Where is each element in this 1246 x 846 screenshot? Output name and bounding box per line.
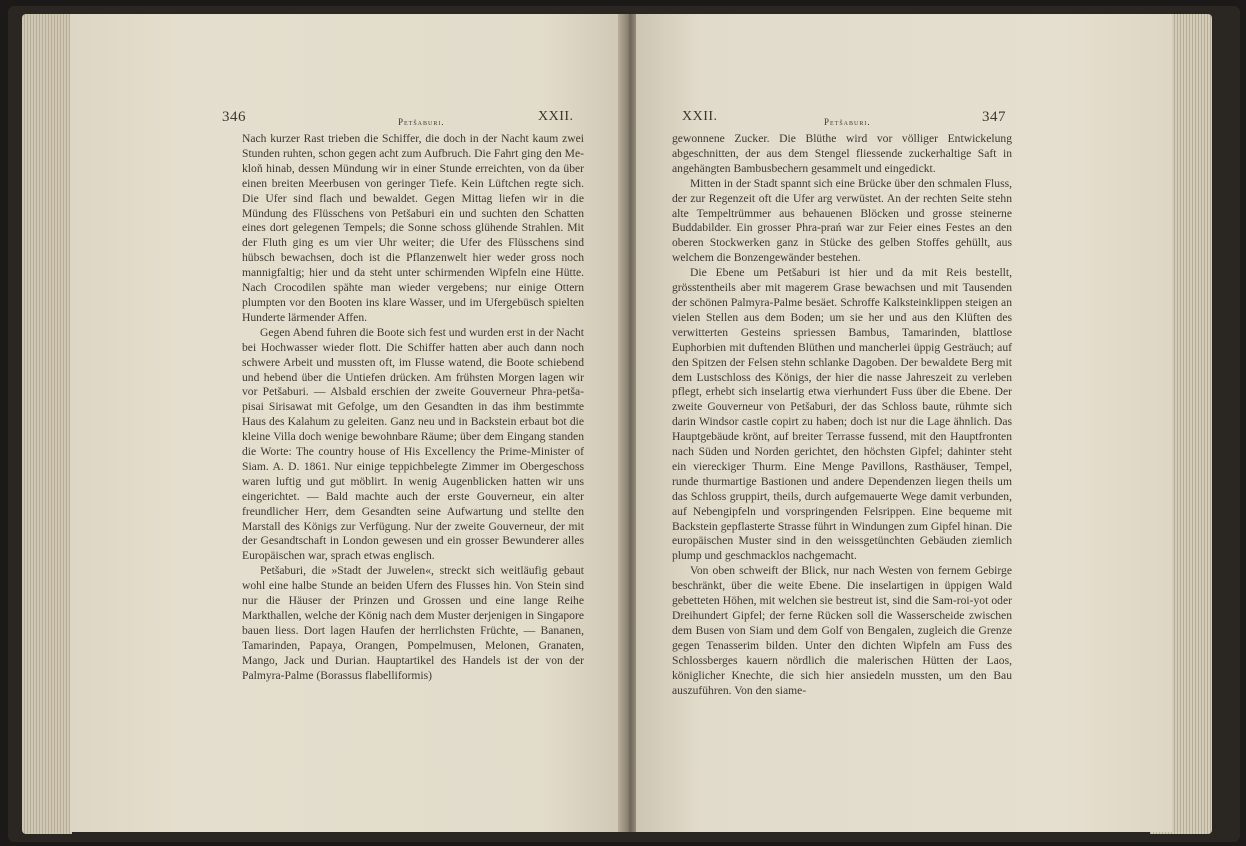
left-paragraph-3: Petšaburi, die »Stadt der Juwelen«, streckt sich weitläufig gebaut wohl eine halbe Stunde an beiden Ufern des Flusses hin. Von Stein sind nur die Häuser der Prinzen und Grossen und eine lange Reihe Markthallen, welche der König nach dem Muster derjenigen in Singapore bauen liess. Dort lagen Haufen der herrlichsten Früchte, — Bananen, Tamarinden, Papaya, Orangen, Pompelmusen, Melonen, Granaten, Mango, Jack und Durian. Hauptartikel des Handels ist der von der Palmyra-Palme (Borassus flabelliformis) [242, 564, 584, 682]
right-page [636, 14, 1172, 832]
right-page-number: 347 [982, 109, 1006, 125]
left-page-edges [22, 14, 72, 834]
left-body [242, 132, 584, 684]
left-paragraph-1: Nach kurzer Rast trieben die Schiffer, die doch in der Nacht kaum zwei Stunden ruhten, schon gegen acht zum Aufbruch. Die Fahrt ging den Me-kloň hinab, dessen Mündung wir in einer Stunde erreichten, von da über einen breiten Meerbusen von geringer Tiefe. Kein Lüftchen regte sich. Die Ufer sind flach und bewaldet. Gegen Mittag liefen wir in die Mündung des Flüsschens von Petšaburi ein und suchten den Schatten eines dort gelegenen Tempels; die Sonne schoss glühende Strahlen. Mit der Fluth ging es um vier Uhr weiter; die Ufer des Flüsschens sind hübsch bewachsen, doch ist die Pflanzenwelt hier weder gross noch mannigfaltig; hier und da steht unter schirmenden Wipfeln eine Hütte. Nach Crocodilen spähte man wieder vergebens; nur einige Ottern plumpten vor den Booten ins klare Wasser, und im Ufergebüsch spielten Hunderte lärmender Affen. [242, 132, 584, 324]
right-running-head: Petšaburi. [824, 117, 871, 127]
right-paragraph-3: Die Ebene um Petšaburi ist hier und da mit Reis bestellt, grösstentheils aber mit magerem Grase bewachsen und mit Tausenden der schönen Palmyra-Palme besäet. Schroffe Kalksteinklippen steigen an vielen Stellen aus dem Boden; um sie her und aus den Klüften des verwitterten Gesteins spriessen Bambus, Tamarinden, blattlose Euphorbien mit duftenden Blüthen und mancherlei üppig Gesträuch; auf den Spitzen der Felsen stehn schlanke Dagoben. Der bewaldete Berg mit dem Lustschloss des Königs, der hier die nasse Jahreszeit zu verleben pflegt, erhebt sich inselartig etwa vierhundert Fuss über die Ebene. Der zweite Gouverneur von Petšaburi, der das Schloss baute, rühmte sich darin Windsor castle copirt zu haben; doch ist nur die Lage ähnlich. Das Hauptgebäude krönt, auf breiter Terrasse fussend, mit den Hauptfronten nach Süden und Norden gerichtet, den höchsten Gipfel; dahinter steht ein viereckiger Thurm. Eine Menge Pavillons, Rasthäuser, Tempel, runde thurmartige Bastionen und andere Dependenzen liegen theils um das Schloss gruppirt, theils, durch aufgemauerte Wege damit verbunden, auf Nebengipfeln und vorspringenden Felsrippen. Eine bequeme mit Backstein gepflasterte Strasse führt in Windungen zum Gipfel hinan. Die europäischen Muster sind in den weissgetünchten Gebäuden ziemlich plump und geschmacklos nachgemacht. [672, 266, 1012, 563]
left-page-number: 346 [222, 109, 246, 125]
right-paragraph-2: Mitten in der Stadt spannt sich eine Brücke über den schmalen Fluss, der zur Regenzeit oft die Ufer arg verwüstet. An der rechten Seite stehn alte Tempeltrümmer aus behauenen Blöcken und grosse steinerne Buddabilder. Ein grosser Phra-prań war zur Feier eines Festes an den oberen Stockwerken ganz in Stücke des gelben Stoffes gehüllt, aus welchem die Bonzengewänder bestehen. [672, 176, 1012, 265]
right-paragraph-1: gewonnene Zucker. Die Blüthe wird vor völliger Entwickelung abgeschnitten, der aus dem Stengel fliessende zuckerhaltige Saft in angehängten Bambusbechern gesammelt und eingedickt. [672, 132, 1012, 175]
left-chapter: XXII. [538, 109, 574, 124]
right-chapter: XXII. [682, 109, 718, 124]
left-page [70, 14, 626, 832]
right-body [672, 132, 1012, 698]
right-paragraph-4: Von oben schweift der Blick, nur nach Westen von fernem Gebirge beschränkt, über die weite Ebene. Die inselartigen in üppigen Wald gebetteten Höhen, mit welchen sie bestreut ist, sind die Sam-roi-yot oder Dreihundert Gipfel; der ferne Rücken soll die Wasserscheide zwischen dem Busen von Siam und dem Golf von Bengalen, zugleich die Grenze gegen Tenasserim bilden. Unter den dichten Wipfeln am Fuss des Schlossberges kauern nördlich die malerischen Hütten der Laos, königlicher Knechte, die sich hier ansiedeln mussten, um den Bau auszuführen. Von den siame- [672, 564, 1012, 697]
left-running-head: Petšaburi. [398, 117, 445, 127]
left-paragraph-2: Gegen Abend fuhren die Boote sich fest und wurden erst in der Nacht bei Hochwasser wieder flott. Die Schiffer hatten aber auch dann noch schwere Arbeit und mussten oft, im Flusse watend, die Boote schiebend und hebend über die Untiefen drücken. Am frühsten Morgen lagen wir vor Petšaburi. — Alsbald erschien der zweite Gouverneur Phra-petša-pisai Sirisawat mit Gefolge, um den Gesandten in das ihm bestimmte Haus des Kalahum zu geleiten. Ganz neu und in Backstein erbaut bot die kleine Villa doch wenige bewohnbare Räume; über dem Eingang standen die Worte: The country house of His Excellency the Prime-Minister of Siam. A. D. 1861. Nur einige teppichbelegte Zimmer im Obergeschoss waren luftig und gut möblirt. In wenig Augenblicken hatten wir uns eingerichtet. — Bald machte auch der erste Gouverneur, ein alter freundlicher Herr, dem Gesandten seine Aufwartung und stellte den Marstall des Königs zur Verfügung. Nur der zweite Gouverneur, der mit der Gesandtschaft in London gewesen und ein grosser Bewunderer alles Europäischen war, sprach etwas englisch. [242, 325, 584, 563]
